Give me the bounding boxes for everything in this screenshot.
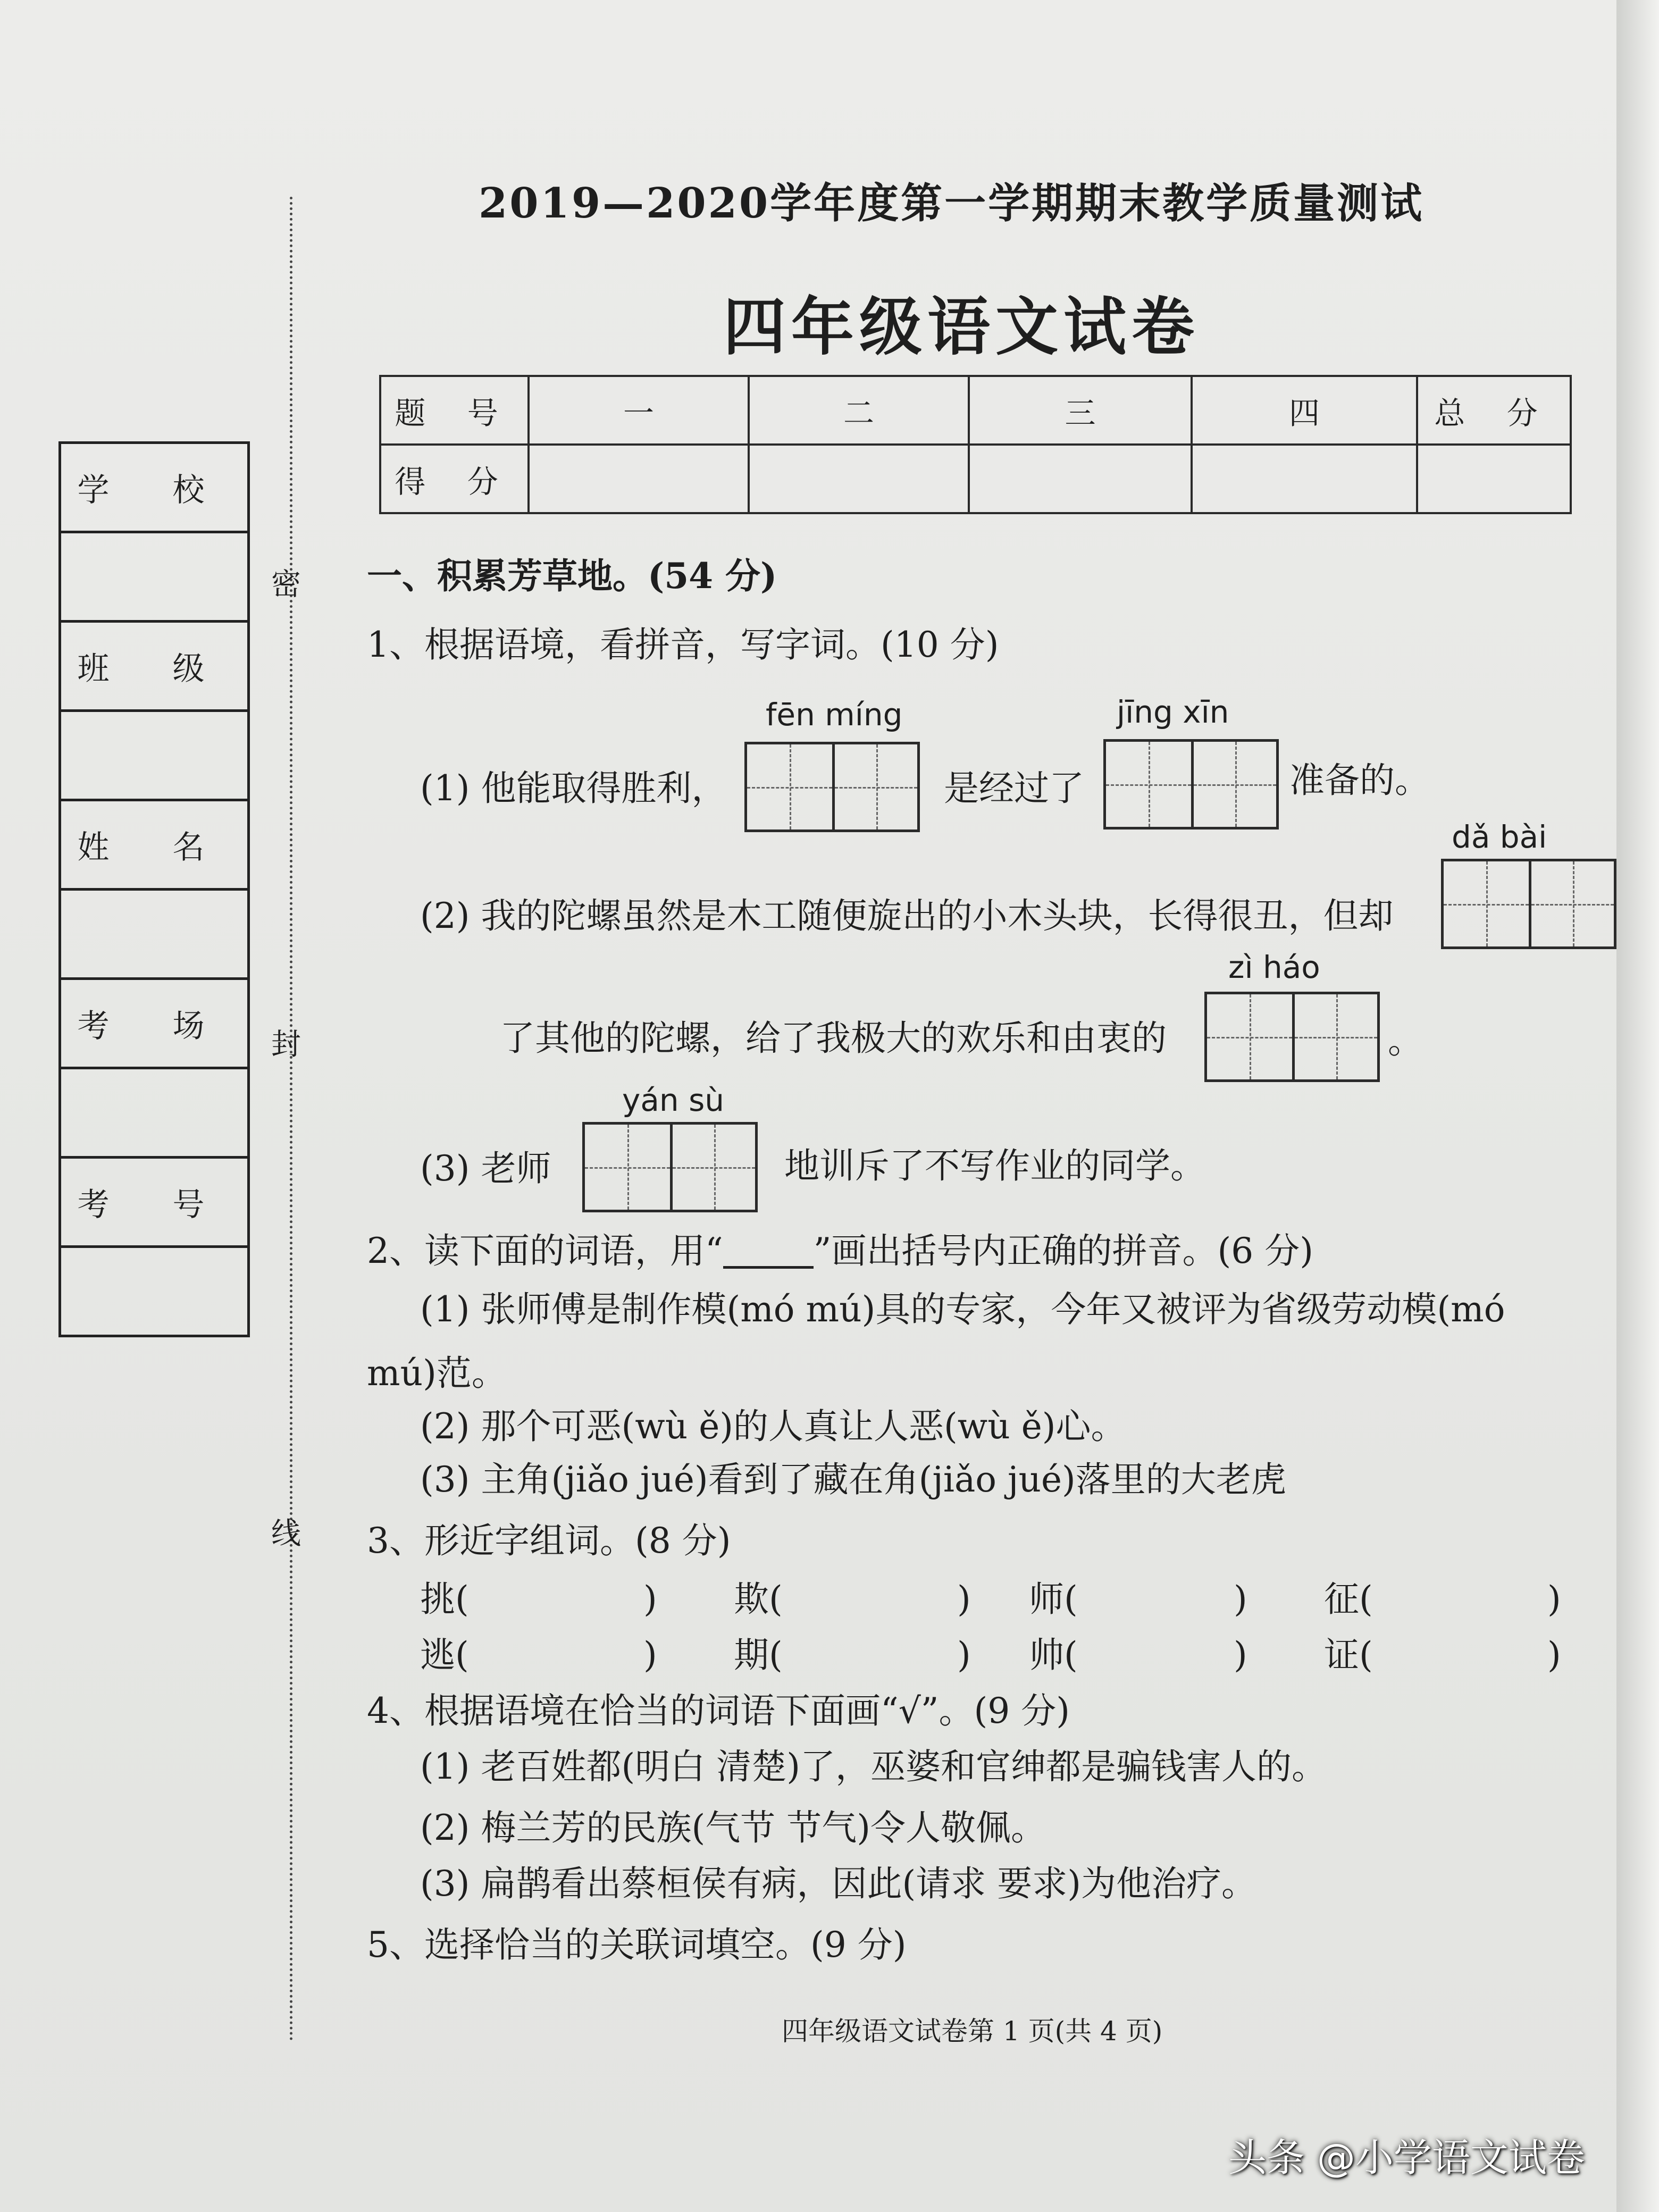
score-cell[interactable] xyxy=(749,445,969,513)
grid-cell[interactable] xyxy=(1292,994,1377,1079)
score-table xyxy=(379,375,1572,514)
q4-line1: (1) 老百姓都(明白 清楚)了，巫婆和官绅都是骗钱害人的。 xyxy=(420,1746,1327,1787)
info-field-room[interactable] xyxy=(60,1068,249,1158)
q3-item-close: ) xyxy=(1234,1635,1247,1675)
pinyin-label: dǎ bài xyxy=(1452,819,1547,855)
score-header-cell: 一 xyxy=(529,376,749,445)
q3-item: 期( xyxy=(734,1635,783,1675)
q3-item-close: ) xyxy=(643,1579,657,1620)
q4-line2: (2) 梅兰芳的民族(气节 节气)令人敬佩。 xyxy=(420,1807,1046,1848)
q1-sentence3-post: 地训斥了不写作业的同学。 xyxy=(784,1145,1205,1186)
q4-stem: 4、根据语境在恰当的词语下面画“√”。(9 分) xyxy=(367,1690,1070,1731)
score-header-cell: 二 xyxy=(749,376,969,445)
score-header-cell: 题 号 xyxy=(380,376,529,445)
info-label-name: 姓 名 xyxy=(60,800,249,890)
answer-grid[interactable] xyxy=(1103,739,1279,830)
pinyin-label: jīng xīn xyxy=(1117,694,1229,730)
page-footer: 四年级语文试卷第 1 页(共 4 页) xyxy=(782,2016,1163,2047)
paper-edge xyxy=(1616,0,1659,2212)
q2-stem xyxy=(367,1230,1313,1271)
q2-line2: (2) 那个可恶(wù ě)的人真让人恶(wù ě)心。 xyxy=(420,1406,1126,1447)
info-label-class: 班 级 xyxy=(60,622,249,711)
pinyin-label: fēn míng xyxy=(766,697,903,733)
score-cell[interactable] xyxy=(1192,445,1417,513)
q1-sentence3-pre: (3) 老师 xyxy=(420,1148,551,1189)
score-header-cell: 三 xyxy=(969,376,1192,445)
grid-cell[interactable] xyxy=(1191,742,1276,827)
pinyin-label: yán sù xyxy=(622,1082,725,1118)
q3-item-close: ) xyxy=(1234,1579,1247,1620)
binding-char-xian: 线 xyxy=(271,1516,301,1551)
info-field-number[interactable] xyxy=(60,1247,249,1336)
exam-title: 2019—2020学年度第一学期期末教学质量测试 xyxy=(479,179,1425,228)
grid-cell[interactable] xyxy=(747,744,832,830)
score-row-label: 得 分 xyxy=(380,445,529,513)
info-label-room: 考 场 xyxy=(60,979,249,1068)
watermark: 头条 @小学语文试卷 xyxy=(1228,2135,1585,2180)
q3-item: 帅( xyxy=(1029,1635,1078,1675)
q3-item: 征( xyxy=(1324,1579,1373,1620)
q1-sentence2-cont: 了其他的陀螺，给了我极大的欢乐和由衷的 xyxy=(500,1018,1167,1059)
q1-sentence2-pre: (2) 我的陀螺虽然是木工随便旋出的小木头块，长得很丑，但却 xyxy=(420,895,1394,936)
q3-item-close: ) xyxy=(957,1635,971,1675)
q3-item-close: ) xyxy=(1547,1579,1561,1620)
answer-grid[interactable] xyxy=(744,742,920,832)
info-label-number: 考 号 xyxy=(60,1158,249,1247)
q2-stem-a: 2、读下面的词语，用“ xyxy=(367,1230,723,1271)
info-field-school[interactable] xyxy=(60,532,249,622)
q2-stem-b: ”画出括号内正确的拼音。(6 分) xyxy=(813,1230,1313,1271)
answer-grid[interactable] xyxy=(582,1122,758,1212)
q3-item-close: ) xyxy=(1547,1635,1561,1675)
binding-dashed-line xyxy=(290,197,292,2042)
pinyin-label: zì háo xyxy=(1228,949,1320,985)
q2-line1: (1) 张师傅是制作模(mó mú)具的专家，今年又被评为省级劳动模(mó xyxy=(420,1289,1505,1330)
section-heading: 一、积累芳草地。(54 分) xyxy=(367,555,777,597)
grid-cell[interactable] xyxy=(1529,861,1614,946)
grid-cell[interactable] xyxy=(832,744,917,830)
info-label-school: 学 校 xyxy=(60,443,249,532)
q4-line3: (3) 扁鹊看出蔡桓侯有病，因此(请求 要求)为他治疗。 xyxy=(420,1863,1256,1904)
q3-item: 挑( xyxy=(420,1579,469,1620)
score-header-cell: 总 分 xyxy=(1417,376,1571,445)
info-field-name[interactable] xyxy=(60,890,249,979)
score-cell[interactable] xyxy=(969,445,1192,513)
q3-item: 师( xyxy=(1029,1579,1078,1620)
answer-grid[interactable] xyxy=(1204,992,1380,1082)
answer-grid[interactable] xyxy=(1441,859,1616,949)
grid-cell[interactable] xyxy=(1106,742,1191,827)
q3-item-close: ) xyxy=(957,1579,971,1620)
q3-item-close: ) xyxy=(643,1635,657,1675)
student-info-box xyxy=(58,441,250,1337)
info-field-class[interactable] xyxy=(60,711,249,800)
q5-stem: 5、选择恰当的关联词填空。(9 分) xyxy=(367,1924,907,1965)
binding-char-feng: 封 xyxy=(271,1027,301,1062)
score-header-cell: 四 xyxy=(1192,376,1417,445)
score-cell[interactable] xyxy=(1417,445,1571,513)
q3-item: 逃( xyxy=(420,1635,469,1675)
underline-sample xyxy=(723,1239,814,1269)
binding-char-mi: 密 xyxy=(271,567,301,602)
q3-stem: 3、形近字组词。(8 分) xyxy=(367,1520,731,1561)
grid-cell[interactable] xyxy=(585,1125,670,1210)
q1-sentence1-mid: 是经过了 xyxy=(944,768,1084,809)
grid-cell[interactable] xyxy=(670,1125,755,1210)
score-cell[interactable] xyxy=(529,445,749,513)
q2-line1b: mú)范。 xyxy=(367,1353,507,1394)
q3-item: 欺( xyxy=(734,1579,783,1620)
q1-sentence1-post: 准备的。 xyxy=(1289,760,1430,801)
q1-sentence1-pre: (1) 他能取得胜利， xyxy=(420,768,727,809)
q1-stem: 1、根据语境，看拼音，写字词。(10 分) xyxy=(367,624,999,665)
exam-subtitle: 四年级语文试卷 xyxy=(723,290,1200,364)
q1-sentence2-end: 。 xyxy=(1388,1020,1423,1061)
q2-line3: (3) 主角(jiǎo jué)看到了藏在角(jiǎo jué)落里的大老虎 xyxy=(420,1459,1286,1500)
grid-cell[interactable] xyxy=(1444,861,1529,946)
grid-cell[interactable] xyxy=(1207,994,1292,1079)
q3-item: 证( xyxy=(1324,1635,1373,1675)
